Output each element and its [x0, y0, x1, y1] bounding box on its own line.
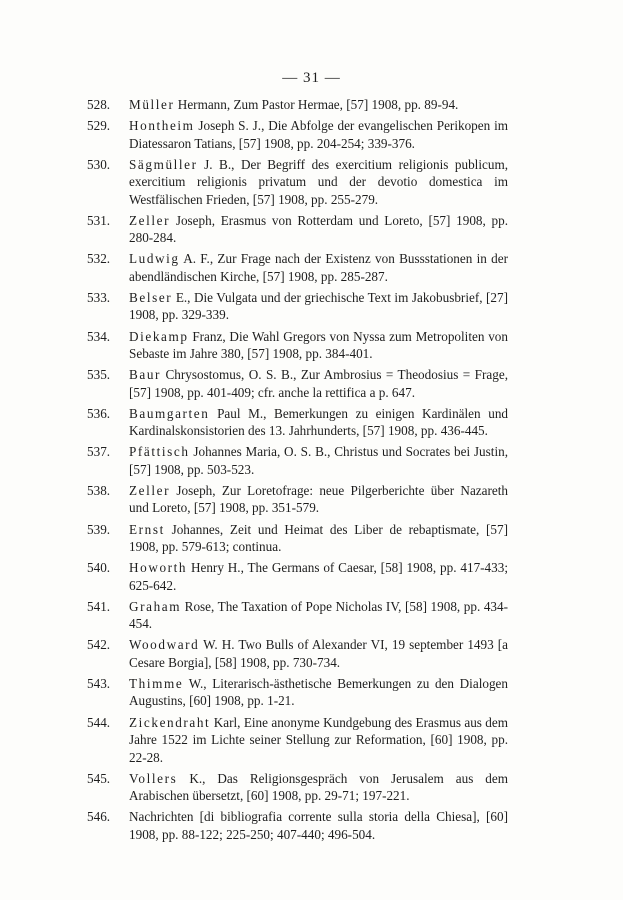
bibliography-entry [88, 675, 508, 710]
bibliography-entry [88, 96, 508, 114]
entry-body [88, 675, 508, 710]
entry-body [88, 808, 508, 843]
entry-number: 533. [87, 289, 111, 305]
entry-number: 544. [87, 714, 111, 730]
bibliography-entry [88, 714, 508, 767]
bibliography-entry [88, 328, 508, 363]
entry-number: 540. [87, 560, 111, 576]
entry-text: Joseph, Zur Loretofrage: neue Pilgerberichte über Nazareth und Loreto, [57] 1908, pp. 351-579. [129, 482, 509, 516]
entry-text: E., Die Vulgata und der griechische Text im Jakobusbrief, [27] 1908, pp. 329-339. [129, 289, 509, 323]
bibliography-entry [88, 770, 508, 805]
bibliography-entry [88, 117, 508, 152]
bibliography-entry [88, 250, 508, 285]
entry-number: 535. [87, 367, 111, 383]
entry-text: Franz, Die Wahl Gregors von Nyssa zum Metropoliten von Sebaste im Jahre 380, [57] 1908, pp. 384-401. [129, 328, 508, 362]
entry-text: Joseph S. J., Die Abfolge der evangelischen Perikopen im Diatessaron Tatians, [57] 1908, pp. 204-254; 339-376. [129, 118, 508, 151]
entry-author: Ernst [129, 521, 165, 537]
entry-body [88, 117, 508, 152]
entry-text: W., Literarisch-ästhetische Bemerkungen zu den Dialogen Augustins, [60] 1908, pp. 1-21. [129, 675, 508, 709]
entry-text: Chrysostomus, O. S. B., Zur Ambrosius = Theodosius = Frage, [57] 1908, pp. 401-409; cfr. anche la rettifica a p. 647. [129, 367, 508, 400]
entry-author: Woodward [129, 637, 200, 653]
entry-body [88, 250, 508, 285]
entry-body [88, 598, 508, 633]
entry-text: Nachrichten [di bibliografia corrente sulla storia della Chiesa], [60] 1908, pp. 88-122; 225-250; 407-440; 496-504. [129, 809, 508, 842]
entry-number: 532. [87, 251, 111, 267]
entry-text: Rose, The Taxation of Pope Nicholas IV, [58] 1908, pp. 434-454. [129, 598, 509, 632]
entry-author: Müller [129, 97, 175, 112]
bibliography-entry [88, 405, 508, 440]
entry-body [88, 521, 508, 556]
entry-author: Thimme [129, 675, 184, 691]
entry-number: 546. [87, 809, 111, 825]
entry-author: Zickendraht [129, 714, 211, 730]
bibliography-entry [88, 156, 508, 209]
entry-text: Paul M., Bemerkungen zu einigen Kardinälen und Kardinalskonsistorien des 13. Jahrhunderts, [57] 1908, pp. 436-445. [129, 405, 509, 439]
entry-body [88, 714, 508, 767]
entry-text: K., Das Religionsgespräch von Jerusalem aus dem Arabischen übersetzt, [60] 1908, pp. 29-71; 197-221. [129, 770, 509, 804]
entry-number: 545. [87, 770, 111, 786]
entry-text: Hermann, Zum Pastor Hermae, [57] 1908, pp. 89-94. [177, 97, 459, 112]
bibliography-entry [88, 289, 508, 324]
bibliography-entry [88, 636, 508, 671]
entry-author: Diekamp [129, 328, 189, 344]
entry-number: 539. [87, 521, 111, 537]
bibliography-list [88, 96, 508, 847]
entry-number: 537. [87, 444, 111, 460]
entry-author: Zeller [129, 212, 171, 228]
entry-body [88, 559, 508, 594]
bibliography-entry [88, 443, 508, 478]
entry-body [88, 156, 508, 209]
entry-number: 543. [87, 675, 111, 691]
entry-text: W. H. Two Bulls of Alexander VI, 19 september 1493 [a Cesare Borgia], [58] 1908, pp. 730-734. [129, 637, 508, 670]
bibliography-entry [88, 521, 508, 556]
page-number: — 31 — [282, 70, 341, 86]
entry-text: Joseph, Erasmus von Rotterdam und Loreto, [57] 1908, pp. 280-284. [129, 212, 509, 246]
entry-body [88, 212, 508, 247]
entry-number: 529. [87, 118, 111, 134]
entry-author: Zeller [129, 482, 171, 498]
entry-author: Graham [129, 598, 182, 614]
entry-author: Pfättisch [129, 444, 190, 460]
bibliography-entry [88, 808, 508, 843]
bibliography-entry [88, 482, 508, 517]
entry-author: Vollers [129, 770, 178, 786]
entry-text: Johannes Maria, O. S. B., Christus und Socrates bei Justin, [57] 1908, pp. 503-523. [129, 444, 509, 477]
bibliography-entry [88, 366, 508, 401]
entry-body [88, 636, 508, 671]
entry-body [88, 405, 508, 440]
entry-number: 534. [87, 328, 111, 344]
entry-body [88, 289, 508, 324]
entry-body [88, 770, 508, 805]
entry-author: Hontheim [129, 118, 195, 134]
entry-body [88, 366, 508, 401]
entry-number: 530. [87, 156, 111, 172]
entry-body [88, 328, 508, 363]
entry-text: A. F., Zur Frage nach der Existenz von Bussstationen in der abendländischen Kirche, [57] 1908, pp. 285-287. [129, 251, 509, 284]
bibliography-entry [88, 559, 508, 594]
bibliography-entry [88, 212, 508, 247]
entry-body [88, 443, 508, 478]
entry-author: Ludwig [129, 251, 180, 267]
bibliography-entry [88, 598, 508, 633]
entry-text: Henry H., The Germans of Caesar, [58] 1908, pp. 417-433; 625-642. [129, 560, 508, 593]
entry-body [88, 96, 508, 114]
entry-author: Sägmüller [129, 156, 198, 172]
entry-author: Baur [129, 367, 162, 383]
entry-number: 536. [87, 405, 111, 421]
entry-number: 538. [87, 482, 111, 498]
entry-body [88, 482, 508, 517]
entry-author: Baumgarten [129, 405, 210, 421]
entry-text: Johannes, Zeit und Heimat des Liber de rebaptismate, [57] 1908, pp. 579-613; continua. [129, 521, 508, 555]
entry-number: 542. [87, 637, 111, 653]
entry-text: J. B., Der Begriff des exercitium religionis publicum, exercitium religionis privatum und der devotio domestica im Westfälischen Frieden, [57] 1908, pp. 255-279. [129, 156, 509, 207]
entry-number: 531. [87, 212, 111, 228]
entry-author: Howorth [129, 560, 188, 576]
entry-text: Karl, Eine anonyme Kundgebung des Erasmus aus dem Jahre 1522 im Lichte seiner Stellung zur Reformation, [60] 1908, pp. 22-28. [129, 714, 509, 765]
entry-number: 541. [87, 598, 111, 614]
entry-number: 528. [87, 97, 111, 112]
entry-author: Belser [129, 289, 173, 305]
